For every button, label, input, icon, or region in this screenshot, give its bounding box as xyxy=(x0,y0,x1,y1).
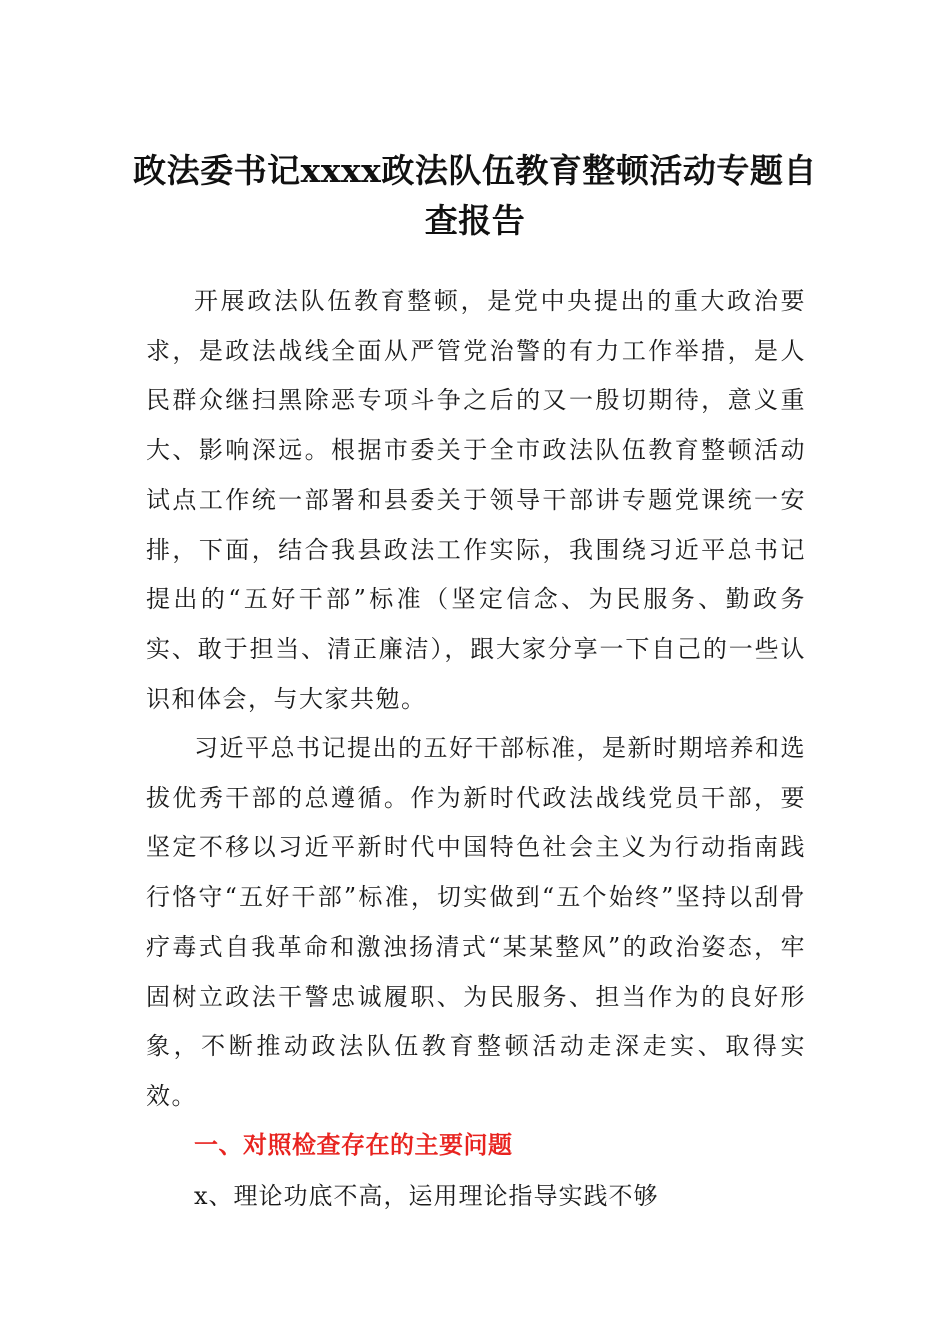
paragraph-intro: 开展政法队伍教育整顿，是党中央提出的重大政治要求，是政法战线全面从严管党治警的有力工作举措，是人民群众继扫黑除恶专项斗争之后的又一殷切期待，意义重大、影响深远。根据市委关于全市政法队伍教育整顿活动试点工作统一部署和县委关于领导干部讲专题党课统一安排，下面，结合我县政法工作实际，我围绕习近平总书记提出的“五好干部”标准（坚定信念、为民服务、勤政务实、敢于担当、清正廉洁），跟大家分享一下自己的一些认识和体会，与大家共勉。 xyxy=(146,287,806,713)
sub-item: x、理论功底不高，运用理论指导实践不够 xyxy=(194,1182,659,1210)
section-heading: 一、对照检查存在的主要问题 xyxy=(194,1131,513,1159)
document-title: 政法委书记xxxx政法队伍教育整顿活动专题自查报告 xyxy=(133,151,817,240)
paragraph-five-good-cadres: 习近平总书记提出的五好干部标准，是新时期培养和选拔优秀干部的总遵循。作为新时代政法战线党员干部，要坚定不移以习近平新时代中国特色社会主义为行动指南践行恪守“五好干部”标准，切实做到“五个始终”坚持以刮骨疗毒式自我革命和激浊扬清式“某某整风”的政治姿态，牢固树立政法干警忠诚履职、为民服务、担当作为的良好形象，不断推动政法队伍教育整顿活动走深走实、取得实效。 xyxy=(146,734,806,1110)
